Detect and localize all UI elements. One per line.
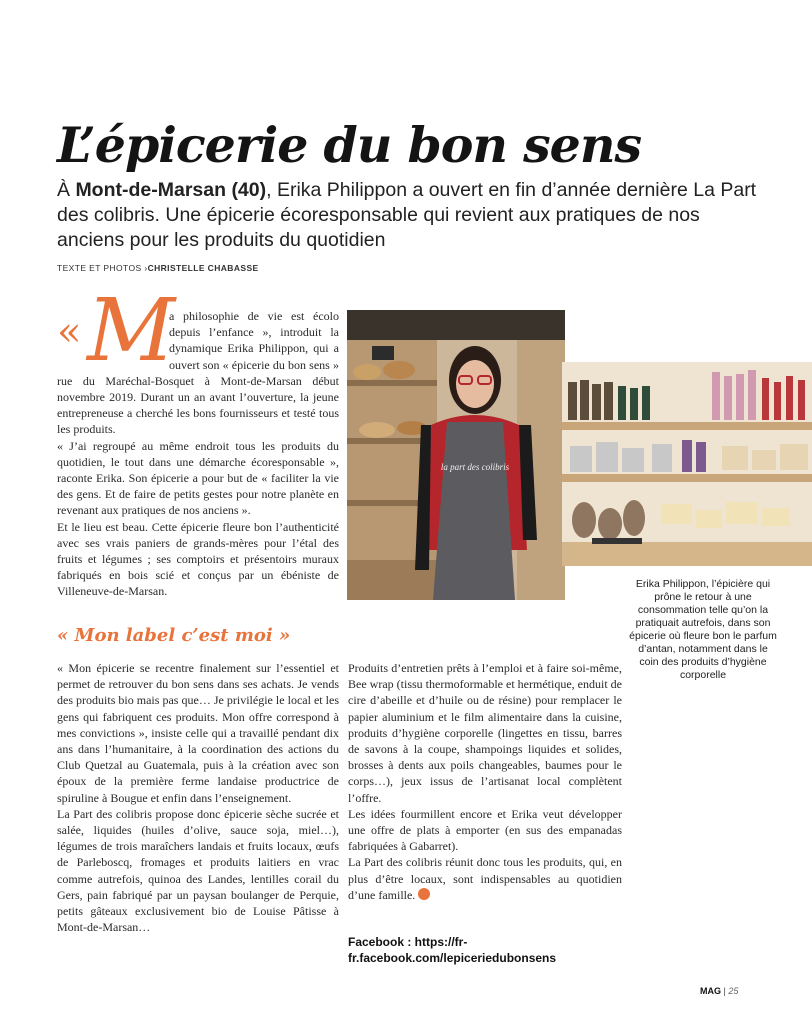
credit-label: TEXTE ET PHOTOS ›	[57, 263, 148, 273]
lede	[57, 178, 757, 253]
dropcap-block	[57, 281, 176, 381]
article-title: L’épicerie du bon sens	[57, 116, 642, 174]
photo-erika-portrait	[347, 310, 565, 600]
page-footer	[700, 986, 738, 996]
body-paragraph: La Part des colibris propose donc épicerie sèche sucrée et salée, liquides (huiles d’olive, sauce soja, miel…), légumes de trois maraîchers landais et fruits locaux, œufs de Parleboscq, fromages et produits laitiers en vrac comme autrefois, quinoa des Landes, lentilles corail du Gers, pain fabriqué par un paysan boulanger de Perquie, petits gâteaux exclusivement bio de Louise Pâtisse à Mont-de-Marsan…	[57, 806, 339, 935]
body-paragraph-text: La Part des colibris réunit donc tous les produits, qui, en plus d’être locaux, sont indispensables au quotidien d’une famille.	[348, 855, 622, 902]
opening-quote: «	[57, 309, 82, 355]
credit-author: CHRISTELLE CHABASSE	[147, 263, 259, 273]
circle-logo-icon	[418, 888, 430, 900]
footer-separator: |	[723, 986, 726, 996]
page-number: 25	[728, 986, 739, 996]
magazine-logo: MAG	[700, 986, 721, 996]
body-column-right	[348, 660, 622, 903]
intro-column	[57, 281, 339, 600]
body-column-left	[57, 660, 339, 935]
intro-paragraph: Et le lieu est beau. Cette épicerie fleure bon l’authenticité avec ses vrais paniers de grands-mères pour l’étal des fruits et légumes ; ses comptoirs et présentoirs muraux fabriqués en bois scié et conçus par un ébéniste de Villeneuve-de-Marsan.	[57, 519, 339, 599]
portrait-illustration	[347, 310, 565, 600]
photo-hygiene-shelf	[562, 362, 812, 566]
photo-caption: Erika Philippon, l’épicière qui prône le retour à une consommation telle qu’on la pratiquait autrefois, dans son épicerie où fleure bon le parfum d’antan, notamment dans le coin des produits d’hygiène corporelle	[629, 578, 777, 681]
body-paragraph: Produits d’entretien prêts à l’emploi et à faire soi-même, Bee wrap (tissu thermoformable et hermétique, enduit de cire d’abeille et d’huile ou de résine) pour remplacer le papier aluminium et le film alimentaire dans la cuisine, produits d’hygiène corporelle (lingettes en tissu, barres de savons à la coupe, shampoings liquides et solides, brosses à dents aux poils changeables, baumes pour le corps…), jeux issus de l’artisanat local complètent l’offre.	[348, 661, 622, 805]
apron-text: la part des colibris	[440, 462, 510, 472]
drop-cap: M	[87, 281, 176, 381]
body-paragraph: « Mon épicerie se recentre finalement sur l’essentiel et permet de retrouver du bon sens dans ses achats. Je vends des produits bio mais pas que… Je privilégie le local et les gens qui fabriquent ces produits. Mon offre correspond à mes convictions », insiste celle qui a travaillé pendant dix ans dans l’humanitaire, à la coordination des actions du Club Quetzal au Guatemala, puis à la création avec son époux de la première ferme landaise productrice de spiruline à Bougue et enfin dans l’enseignement.	[57, 661, 339, 805]
intro-paragraph: « J’ai regroupé au même endroit tous les produits du quotidien, le tout dans une démarche écoresponsable », raconte Erika. Son épicerie a pour but de « faciliter la vie des gens. Et de faire de petits gestes pour notre planète en revenant aux pratiques de nos anciens ».	[57, 438, 339, 518]
lede-place: Mont-de-Marsan (40)	[75, 179, 267, 201]
body-paragraph	[348, 854, 622, 903]
intro-paragraph: a philosophie de vie est écolo depuis l’enfance », introduit la dynamique Erika Philippon, qui a ouvert son « épicerie du bon sens » rue du Maréchal-Bosquet à Mont-de-Marsan début novembre 2019. Durant un an avant l’ouverture, la jeune entrepreneuse a cherché les bons fournisseurs et testé tous les produits.	[57, 309, 339, 437]
lede-prefix: À	[57, 179, 76, 201]
credit-line	[57, 263, 259, 273]
lede-text: , Erika Philippon a ouvert en fin d’année dernière La Part des colibris. Une épicerie écoresponsable qui revient aux pratiques de nos anciens pour les produits du quotidien	[57, 179, 757, 251]
facebook-link[interactable]: Facebook : https://fr-fr.facebook.com/lepiceriedubonsens	[348, 935, 557, 965]
shelf-illustration	[562, 362, 812, 566]
subheading: « Mon label c’est moi »	[57, 625, 291, 646]
body-paragraph: Les idées fourmillent encore et Erika veut développer une offre de plats à emporter (en sus des empanadas fabriquées à Gabarret).	[348, 806, 622, 854]
